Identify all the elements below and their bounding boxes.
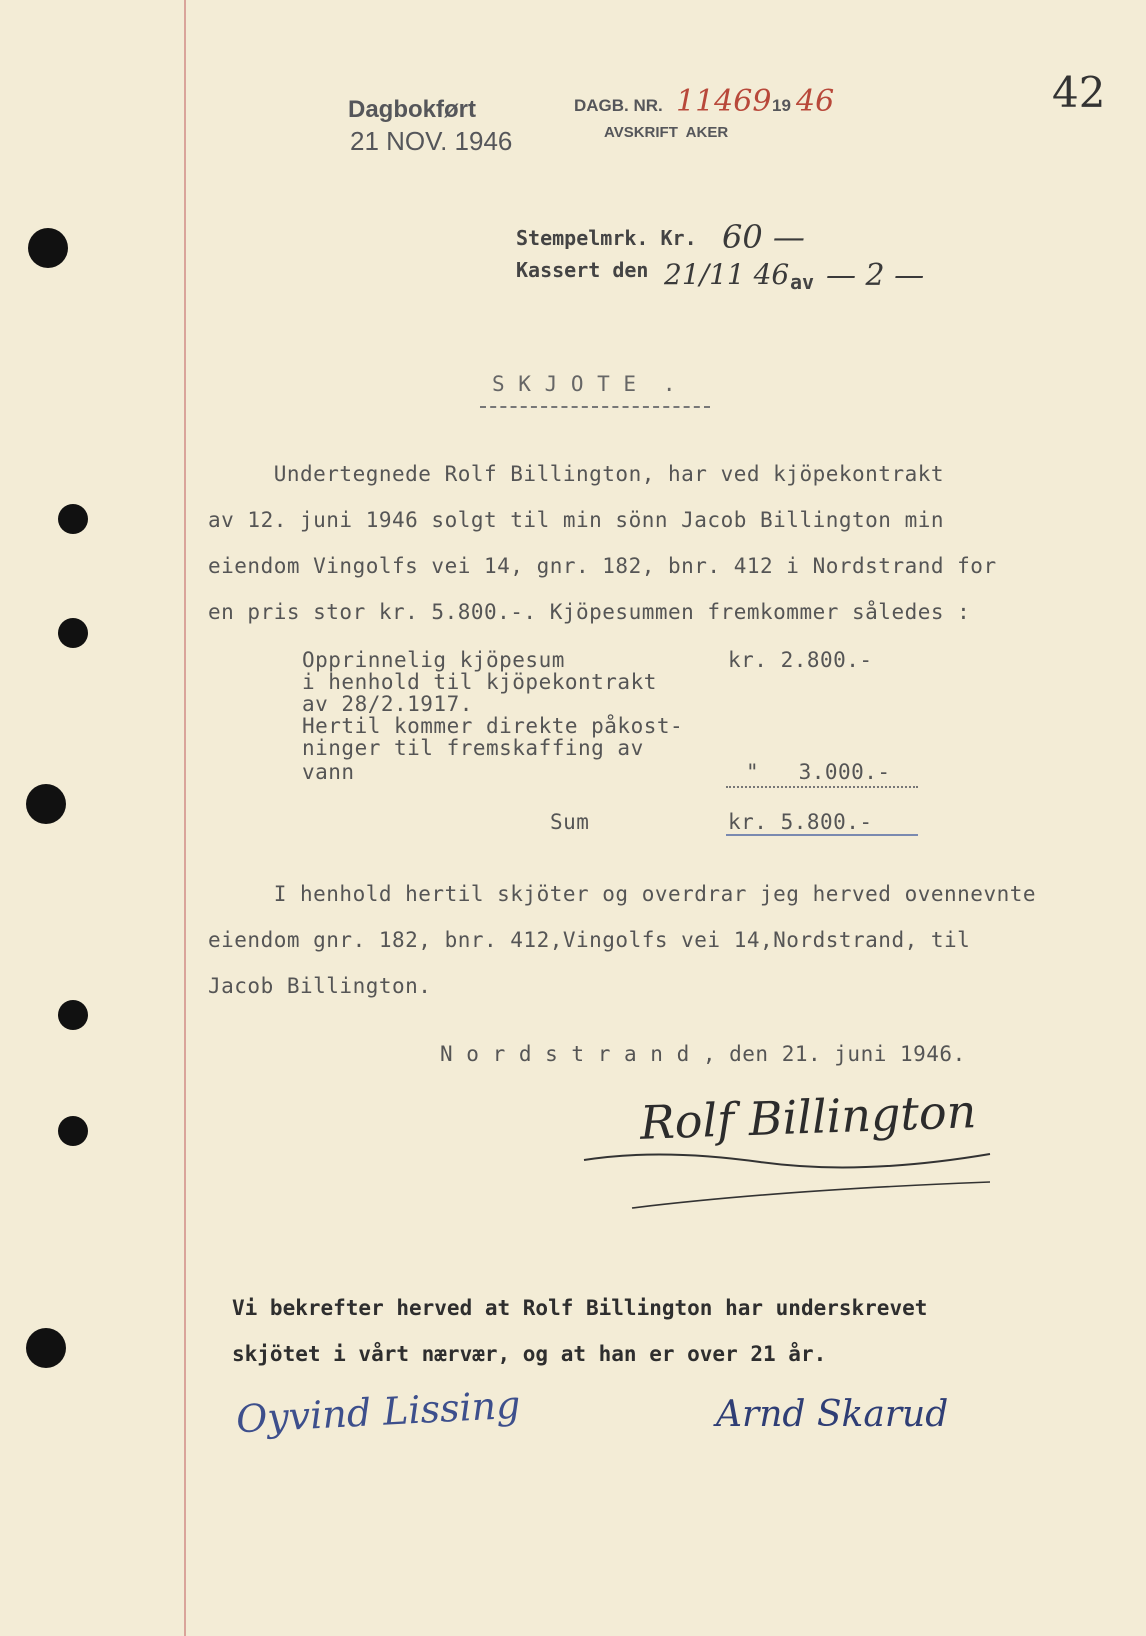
dagbokfort-stamp-date: 21 NOV. 1946: [350, 126, 513, 156]
seller-signature: Rolf Billington: [639, 1084, 978, 1150]
para1-line-1: Undertegnede Rolf Billington, har ved kjöpekontrakt: [208, 462, 945, 486]
sum-amount: kr. 5.800.-: [728, 810, 873, 834]
item2-desc-line-2: ninger til fremskaffing av: [302, 736, 644, 760]
kassert-av-label: av: [790, 270, 815, 294]
dagb-nr-label: DAGB. NR.: [574, 96, 663, 115]
title-underline: [480, 406, 710, 408]
para1-line-4: en pris stor kr. 5.800.-. Kjöpesummen fremkommer således :: [208, 600, 971, 624]
stempelmerke-label: Stempelmrk. Kr.: [516, 226, 697, 250]
kassert-signature: — 2 —: [826, 258, 925, 293]
witness-statement-line-1: Vi bekrefter herved at Rolf Billington har underskrevet: [232, 1296, 928, 1320]
dagb-year-suffix: 46: [796, 84, 835, 119]
binder-hole: [58, 1000, 88, 1030]
para1-line-2: av 12. juni 1946 solgt til min sönn Jacob Billington min: [208, 508, 945, 532]
para2-line-1: I henhold hertil skjöter og overdrar jeg herved ovennevnte: [208, 882, 1037, 906]
binder-hole: [26, 784, 66, 824]
dagbokfort-stamp-label: Dagbokført: [348, 96, 476, 123]
stempelmerke-value: 60 —: [722, 218, 805, 256]
item1-desc-line-1: Opprinnelig kjöpesum: [302, 648, 565, 672]
binder-hole: [28, 228, 68, 268]
document-title: S K J O T E .: [492, 372, 677, 396]
para1-line-3: eiendom Vingolfs vei 14, gnr. 182, bnr. 412 i Nordstrand for: [208, 554, 997, 578]
item1-desc-line-2: i henhold til kjöpekontrakt: [302, 670, 657, 694]
amount-underline: [726, 786, 918, 788]
margin-rule: [184, 0, 186, 1636]
item1-desc-line-3: av 28/2.1917.: [302, 692, 473, 716]
kassert-date: 21/11 46: [664, 258, 790, 291]
binder-hole: [26, 1328, 66, 1368]
binder-hole: [58, 1116, 88, 1146]
place-and-date: N o r d s t r a n d , den 21. juni 1946.: [440, 1042, 966, 1066]
item2-amount: " 3.000.-: [746, 760, 891, 784]
item2-desc-line-3: vann: [302, 760, 355, 784]
kassert-den-label: Kassert den: [516, 258, 649, 282]
witness-statement-line-2: skjötet i vårt nærvær, og at han er over 21 år.: [232, 1342, 827, 1366]
para2-line-2: eiendom gnr. 182, bnr. 412,Vingolfs vei 14,Nordstrand, til: [208, 928, 971, 952]
binder-hole: [58, 618, 88, 648]
witness1-signature: Oyvind Lissing: [235, 1382, 522, 1442]
item1-amount: kr. 2.800.-: [728, 648, 873, 672]
witness2-signature: Arnd Skarud: [716, 1394, 949, 1435]
binder-hole: [58, 504, 88, 534]
dagb-nr-number: 11469: [676, 84, 772, 119]
sum-underline: [726, 834, 918, 836]
sum-label: Sum: [550, 810, 590, 834]
para2-line-3: Jacob Billington.: [208, 974, 432, 998]
avskrift-aker-stamp: AVSKRIFT AKER: [604, 124, 729, 141]
seller-signature-flourish: [580, 1130, 1000, 1210]
page-number: 42: [1052, 68, 1106, 117]
item2-desc-line-1: Hertil kommer direkte påkost-: [302, 714, 684, 738]
dagb-year-prefix: 19: [772, 96, 791, 115]
